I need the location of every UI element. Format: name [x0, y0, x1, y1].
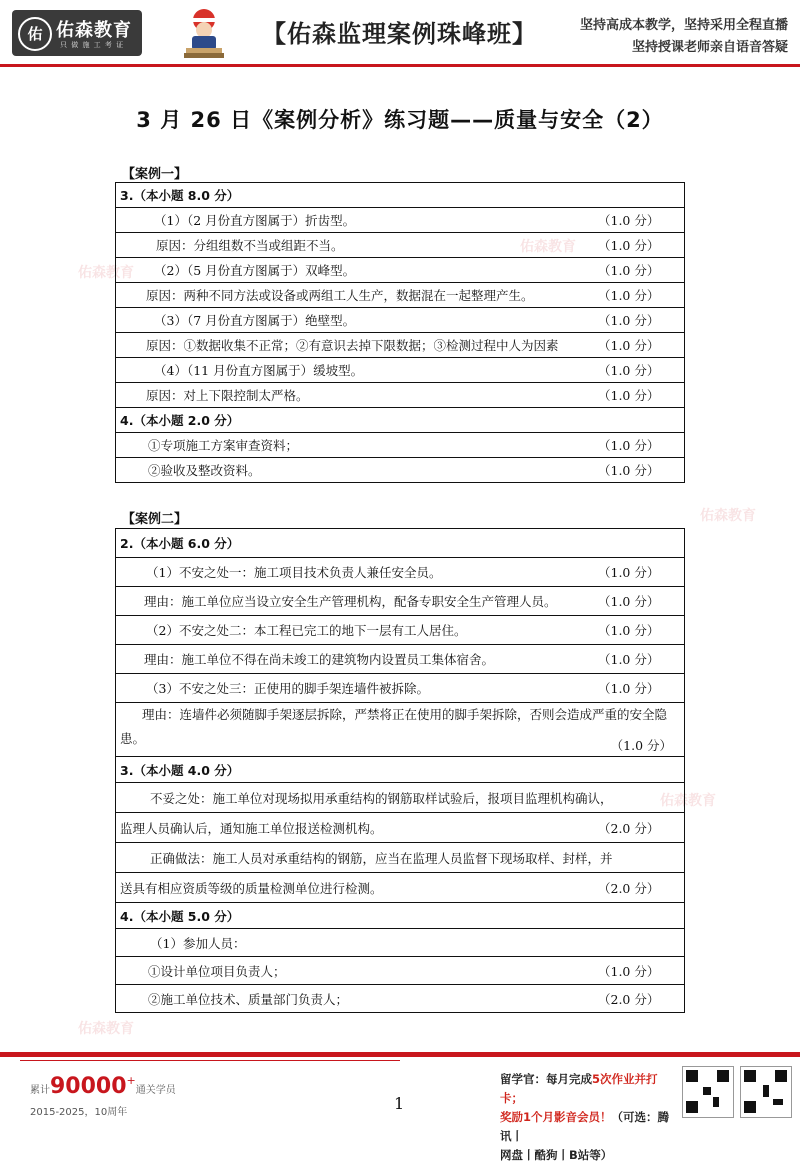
answer-row: [116, 645, 684, 674]
row-text: （1）参加人员：: [150, 935, 246, 951]
case-1-label: 【案例一】: [122, 167, 188, 182]
row-text: （1）（2 月份直方图属于）折齿型。: [154, 213, 356, 228]
row-score: （2.0 分）: [598, 880, 660, 896]
answer-row: [116, 358, 684, 383]
row-text: 正确做法：施工人员对承重结构的钢筋，应当在监理人员监督下现场取样、封样，并: [150, 850, 613, 866]
answer-row: [116, 957, 684, 985]
question-header-row: [116, 903, 684, 929]
case-2-label: 【案例二】: [122, 512, 188, 527]
student-stat: [30, 1074, 176, 1099]
row-text: 原因：两种不同方法或设备或两组工人生产，数据混在一起整理产生。: [146, 288, 534, 303]
answer-row: [116, 433, 684, 458]
row-text: 3.（本小题 4.0 分）: [120, 762, 240, 778]
qr-code-icon: [682, 1066, 734, 1118]
row-text: 理由：施工单位应当设立安全生产管理机构，配备专职安全生产管理人员。: [144, 594, 557, 609]
answer-row: [116, 233, 684, 258]
answer-row: [116, 558, 684, 587]
promo-text: [500, 1070, 680, 1165]
row-score: （1.0 分）: [598, 263, 660, 278]
qr-code-icon: [740, 1066, 792, 1118]
row-score: （1.0 分）: [598, 463, 660, 478]
stat-number: 90000: [50, 1074, 127, 1099]
logo-seal: 佑: [18, 17, 52, 51]
row-text: 送具有相应资质等级的质量检测单位进行检测。: [120, 880, 383, 896]
answer-row: [116, 813, 684, 843]
answer-row: [116, 208, 684, 233]
row-text: （1）不安之处一：施工项目技术负责人兼任安全员。: [146, 565, 442, 580]
row-text: ②施工单位技术、质量部门负责人；: [148, 991, 349, 1007]
row-text: 4.（本小题 5.0 分）: [120, 908, 240, 924]
row-text: （3）不安之处三：正使用的脚手架连墙件被拆除。: [146, 681, 429, 696]
watermark: 佑森教育: [78, 265, 134, 281]
row-text: ①专项施工方案审查资料；: [148, 438, 299, 453]
page-number: 1: [394, 1094, 405, 1113]
brand-logo: [12, 10, 142, 56]
stat-plus: +: [126, 1074, 136, 1087]
row-score: （1.0 分）: [598, 213, 660, 228]
answer-row: [116, 283, 684, 308]
row-score: （1.0 分）: [598, 238, 660, 253]
footer-divider: [0, 1052, 800, 1057]
answer-row: [116, 843, 684, 873]
answer-row: [116, 383, 684, 408]
row-text: 3.（本小题 8.0 分）: [120, 188, 240, 203]
row-score: （1.0 分）: [598, 565, 660, 580]
row-text: ②验收及整改资料。: [148, 463, 261, 478]
row-text: 原因：分组组数不当或组距不当。: [156, 238, 344, 253]
row-score: （1.0 分）: [598, 438, 660, 453]
row-text: （4）（11 月份直方图属于）缓坡型。: [154, 363, 364, 378]
row-text: 原因：①数据收集不正常；②有意识去掉下限数据；③检测过程中人为因素: [146, 338, 559, 353]
page-header: [0, 0, 800, 66]
answer-row: [116, 458, 684, 483]
row-text: （3）（7 月份直方图属于）绝壁型。: [154, 313, 356, 328]
row-text: 4.（本小题 2.0 分）: [120, 413, 240, 428]
answer-row: [116, 674, 684, 703]
watermark: 佑森教育: [660, 793, 716, 809]
row-score: （1.0 分）: [598, 313, 660, 328]
slogan-line-2: 坚持授课老师亲自语音答疑: [631, 40, 788, 55]
anniversary-text: 2015-2025，10周年: [30, 1107, 128, 1118]
row-score: （1.0 分）: [598, 681, 660, 696]
row-score: （2.0 分）: [598, 991, 660, 1007]
document-title: 3 月 26 日《案例分析》练习题——质量与安全（2）: [136, 108, 664, 132]
slogan-line-1: 坚持高成本教学，坚持采用全程直播: [579, 18, 788, 33]
case-2-answer-table: [115, 528, 685, 1013]
answer-row: [116, 587, 684, 616]
row-text: 不妥之处：施工单位对现场拟用承重结构的钢筋取样试验后，报项目监理机构确认，: [150, 790, 613, 806]
row-text: （2）（5 月份直方图属于）双峰型。: [154, 263, 356, 278]
row-score: （1.0 分）: [610, 738, 672, 753]
row-text: 2.（本小题 6.0 分）: [120, 536, 240, 551]
promo-line-3: 网盘丨酷狗丨B站等）: [500, 1148, 613, 1162]
watermark: 佑森教育: [78, 1021, 134, 1037]
row-score: （1.0 分）: [598, 338, 660, 353]
question-header-row: [116, 183, 684, 208]
row-score: （2.0 分）: [598, 820, 660, 836]
promo-line-2b: （可选：腾讯丨: [500, 1110, 670, 1143]
answer-row: [116, 616, 684, 645]
course-title: 【佑森监理案例珠峰班】: [262, 20, 537, 48]
mascot-illustration: [178, 6, 230, 60]
row-text: ①设计单位项目负责人；: [148, 963, 286, 979]
row-score: （1.0 分）: [598, 963, 660, 979]
row-text: 理由：施工单位不得在尚未竣工的建筑物内设置员工集体宿舍。: [144, 652, 495, 667]
promo-line-2a: 奖励1个月影音会员！: [500, 1110, 612, 1124]
answer-row: [116, 929, 684, 957]
answer-row: [116, 873, 684, 903]
row-text: （2）不安之处二：本工程已完工的地下一层有工人居住。: [146, 623, 467, 638]
stat-suffix: 通关学员: [135, 1085, 176, 1096]
answer-row: [116, 258, 684, 283]
row-text: 监理人员确认后，通知施工单位报送检测机构。: [120, 820, 383, 836]
stat-prefix: 累计: [30, 1085, 50, 1096]
promo-line-1b: 5次作业并打卡；: [500, 1072, 658, 1105]
logo-subtitle: 只 做 施 工 考 证: [60, 41, 125, 49]
footer-thin-divider: [20, 1060, 400, 1061]
row-score: （1.0 分）: [598, 388, 660, 403]
question-header-row: [116, 757, 684, 783]
answer-row: [116, 308, 684, 333]
promo-line-1a: 留学官：每月完成: [500, 1072, 592, 1086]
header-divider: [0, 64, 800, 67]
answer-row: [116, 333, 684, 358]
row-score: （1.0 分）: [598, 288, 660, 303]
row-score: （1.0 分）: [598, 623, 660, 638]
row-score: （1.0 分）: [598, 594, 660, 609]
row-text: 原因：对上下限控制太严格。: [146, 388, 309, 403]
watermark: 佑森教育: [520, 239, 576, 255]
row-score: （1.0 分）: [598, 652, 660, 667]
row-text: 理由：连墙件必须随脚手架逐层拆除，严禁将正在使用的脚手架拆除，否则会造成严重的安全隐患。: [120, 707, 668, 746]
row-score: （1.0 分）: [598, 363, 660, 378]
watermark: 佑森教育: [700, 508, 756, 524]
question-header-row: [116, 408, 684, 433]
answer-row: [116, 783, 684, 813]
case-1-answer-table: [115, 182, 685, 483]
logo-name: 佑森教育: [56, 20, 132, 41]
question-header-row: [116, 529, 684, 558]
answer-row: [116, 985, 684, 1013]
answer-row-multiline: [116, 703, 684, 757]
